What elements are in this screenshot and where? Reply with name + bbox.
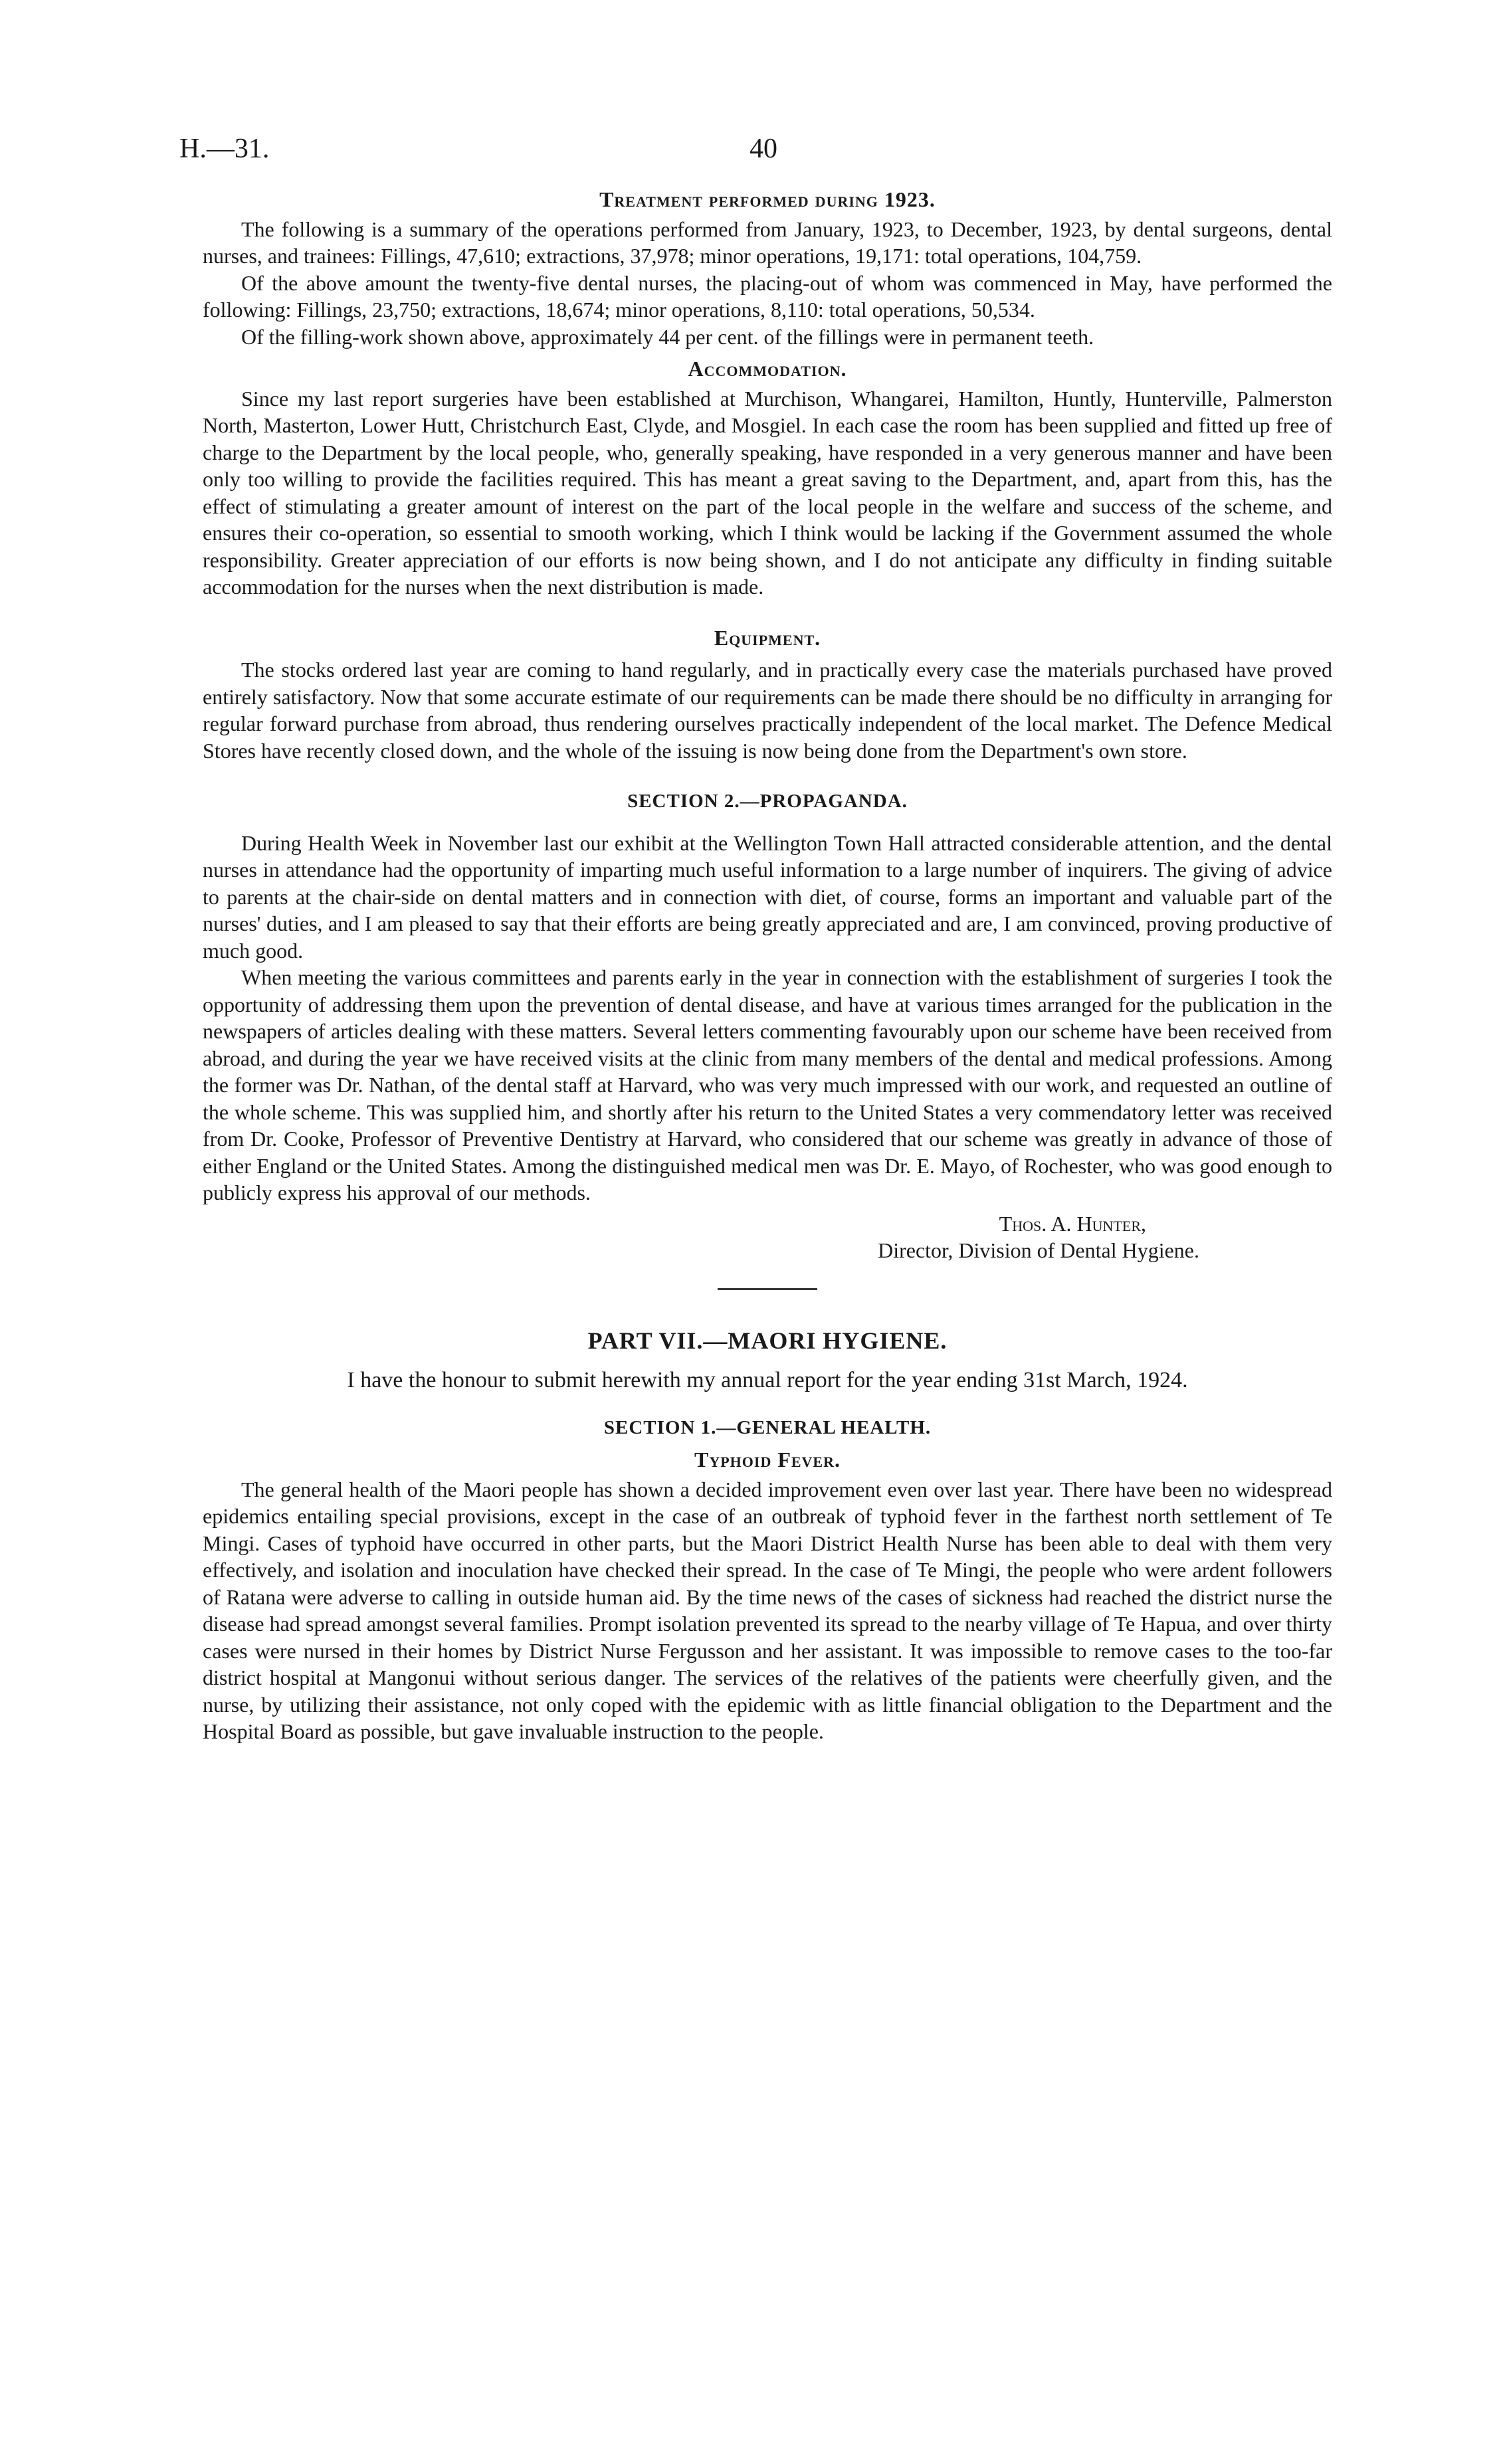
treatment-heading: Treatment performed during 1923. (599, 187, 936, 211)
accommodation-heading: Accommodation. (688, 357, 847, 381)
propaganda-paragraph-2: When meeting the various committees and parents early in the year in connection with the establishment of surgeries I took the opportunity of addressing them upon the prevention of dental disease, and have at various times arranged for the publication in the newspapers of articles dealing with these matters. Several letters commenting favourably upon our scheme have been received from abroad, and during the year we have received visits at the clinic from many members of the dental and medical professions. Among the former was Dr. Nathan, of the dental staff at Harvard, who was very much impressed with our work, and requested an outline of the whole scheme. This was supplied him, and shortly after his return to the United States a very commendatory letter was received from Dr. Cooke, Professor of Preventive Dentistry at Harvard, who considered that our scheme was greatly in advance of those of either England or the United States. Among the distinguished medical men was Dr. E. Mayo, of Rochester, who was good enough to publicly express his approval of our methods. (203, 965, 1332, 1204)
treatment-paragraph-3: Of the filling-work shown above, approximately 44 per cent. of the fillings were in permanent teeth. (241, 324, 1094, 349)
document-body (203, 186, 1332, 1745)
propaganda-heading: SECTION 2.—PROPAGANDA. (627, 791, 908, 812)
treatment-paragraph-2: Of the above amount the twenty-five dental nurses, the placing-out of whom was commenced in May, have performed the following: Fillings, 23,750; extractions, 18,674; minor operations, 8,110: total operations, 50,534. (203, 270, 1332, 322)
signature-name: Thos. A. Hunter, (999, 1211, 1146, 1236)
part7-heading: PART VII.—MAORI HYGIENE. (587, 1327, 948, 1354)
page-number: 40 (750, 134, 777, 164)
treatment-paragraph-1: The following is a summary of the operations performed from January, 1923, to December, 1923, by dental surgeons, dental nurses, and trainees: Fillings, 47,610; extractions, 37,978; minor operations, 19,171: total operations, 104,759. (203, 217, 1332, 268)
report-reference: H.—31. (179, 134, 270, 164)
signature-title: Director, Division of Dental Hygiene. (878, 1238, 1199, 1262)
equipment-heading: Equipment. (714, 625, 821, 650)
accommodation-paragraph-1: Since my last report surgeries have been established at Murchison, Whangarei, Hamilton, Huntly, Hunterville, Palmerston North, Masterton, Lower Hutt, Christchurch East, Clyde, and Mosgiel. In each case the room has been supplied and fitted up free of charge to the Department by the local people, who, generally speaking, have responded in a very generous manner and have been only too willing to provide the facilities required. This has meant a great saving to the Department, and, apart from this, has the effect of stimulating a greater amount of interest on the part of the local people in the welfare and success of the scheme, and ensures their co-operation, so essential to smooth working, which I think would be lacking if the Government assumed the whole responsibility. Greater appreciation of our efforts is now being shown, and I do not anticipate any difficulty in finding suitable accommodation for the nurses when the next distribution is made. (203, 386, 1332, 599)
typhoid-paragraph-1: The general health of the Maori people has shown a decided improvement even over last year. There have been no widespread epidemics entailing special provisions, except in the case of an outbreak of typhoid fever in the farthest north settlement of Te Mingi. Cases of typhoid have occurred in other parts, but the Maori District Health Nurse has been able to deal with them very effectively, and isolation and inoculation have checked their spread. In the case of Te Mingi, the people who were ardent followers of Ratana were adverse to calling in outside human aid. By the time news of the cases of sickness had reached the district nurse the disease had spread amongst several families. Prompt isolation prevented its spread to the nearby village of Te Hapua, and over thirty cases were nursed in their homes by District Nurse Fergusson and her assistant. It was impossible to remove cases to the too-far district hospital at Mangonui without serious danger. The services of the relatives of the patients were cheerfully given, and the nurse, by utilizing their assistance, not only coped with the epidemic with as little financial obligation to the Department and the Hospital Board as possible, but gave invaluable instruction to the people. (203, 1477, 1332, 1743)
page-header (179, 133, 1336, 173)
part7-intro: I have the honour to submit herewith my annual report for the year ending 31st March, 1924. (347, 1368, 1188, 1392)
general-health-heading: SECTION 1.—GENERAL HEALTH. (603, 1416, 932, 1438)
equipment-paragraph-1: The stocks ordered last year are coming to hand regularly, and in practically every case the materials purchased have proved entirely satisfactory. Now that some accurate estimate of our requirements can be made there should be no difficulty in arranging for regular forward purchase from abroad, thus rendering ourselves practically independent of the local market. The Defence Medical Stores have recently closed down, and the whole of the issuing is now being done from the Department's own store. (203, 658, 1332, 763)
propaganda-paragraph-1: During Health Week in November last our exhibit at the Wellington Town Hall attracted considerable attention, and the dental nurses in attendance had the opportunity of imparting much useful information to a large number of inquirers. The giving of advice to parents at the chair-side on dental matters and in connection with diet, of course, forms an important and valuable part of the nurses' duties, and I am pleased to say that their efforts are being greatly appreciated and are, I am convinced, proving productive of much good. (203, 830, 1332, 963)
typhoid-heading: Typhoid Fever. (694, 1448, 841, 1471)
signature-block (203, 1210, 1332, 1264)
section-divider (718, 1288, 817, 1290)
